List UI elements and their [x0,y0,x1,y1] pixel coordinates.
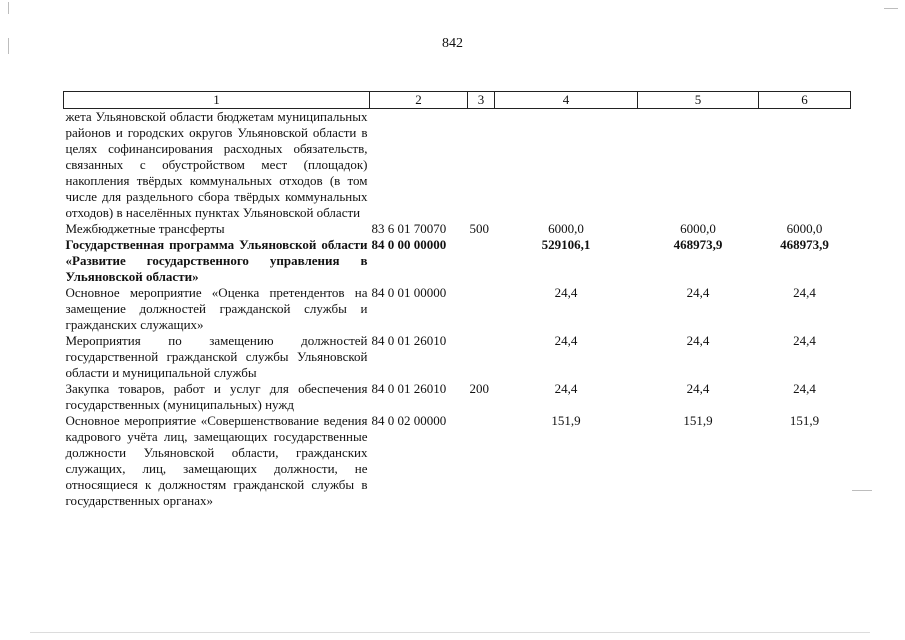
row-value-2: 24,4 [686,333,710,348]
scan-mark-top-right [884,8,898,9]
row-value-3: 151,9 [789,413,820,428]
row-value-2: 24,4 [686,381,710,396]
row-code: 83 6 01 70070 [371,221,447,236]
row-value-3: 24,4 [793,285,816,300]
row-code: 84 0 01 26010 [371,333,447,348]
row-description: Межбюджетные трансферты [65,221,225,236]
header-col-2: 2 [370,92,468,109]
table-row [64,333,851,381]
row-expense-type [468,285,495,333]
scan-mark-bottom [30,632,870,633]
row-description: Основное мероприятие «Оценка претендентов на замещение должностей гражданской службы и гражданских служащих» [65,285,368,332]
header-col-1: 1 [64,92,370,109]
row-value-2: 6000,0 [680,221,716,236]
row-code: 84 0 01 00000 [371,285,447,300]
row-value-1: 6000,0 [548,221,584,236]
table-row [64,381,851,413]
row-value-1: 24,4 [554,381,578,396]
scan-mark-top-left [8,2,9,14]
row-value-3 [759,109,851,222]
row-value-3: 24,4 [793,333,816,348]
row-value-1: 529106,1 [541,237,591,252]
row-code: 84 0 02 00000 [371,413,447,428]
row-value-1: 24,4 [554,333,578,348]
row-value-1 [495,109,638,222]
row-expense-type [468,237,495,285]
row-code: 84 0 00 00000 [371,237,447,252]
row-value-2 [638,109,759,222]
row-value-1: 151,9 [551,413,581,428]
table-row [64,413,851,509]
table-row-program [64,237,851,285]
header-col-4: 4 [495,92,638,109]
row-value-2: 151,9 [683,413,713,428]
row-code [370,109,468,222]
scan-mark-right [852,490,872,491]
row-description: жета Ульяновской области бюджетам муниципальных районов и городских округов Ульяновской области в целях софинансирования расходных обязательств, связанных с обустройством мест (площадок) накопления твёрдых коммунальных отходов (в том числе для раздельного сбора твёрдых коммунальных отходов) в населённых пунктах Ульяновской области [65,109,368,220]
table-row [64,109,851,222]
header-col-3: 3 [468,92,495,109]
row-value-2: 468973,9 [673,237,723,252]
header-col-5: 5 [638,92,759,109]
row-value-2: 24,4 [686,285,710,300]
header-col-6: 6 [759,92,851,109]
table-row [64,285,851,333]
row-value-1: 24,4 [554,285,578,300]
row-expense-type [468,413,495,509]
row-code: 84 0 01 26010 [371,381,447,396]
row-description: Мероприятия по замещению должностей государственной гражданской службы Ульяновской области и муниципальной службы [65,333,368,380]
row-expense-type [468,109,495,222]
table-header-row [64,92,851,109]
page-number: 842 [442,36,463,51]
row-value-3: 6000,0 [786,221,823,236]
row-value-3: 24,4 [793,381,816,396]
table-row [64,221,851,237]
row-description: Закупка товаров, работ и услуг для обеспечения государственных (муниципальных) нужд [65,381,368,412]
row-description: Государственная программа Ульяновской области «Развитие государственного управления в Ульяновской области» [65,237,368,284]
row-description: Основное мероприятие «Совершенствование ведения кадрового учёта лиц, замещающих государственные должности Ульяновской области, гражданских служащих, лиц, замещающих должности, не относящиеся к должностям гражданской службы в государственных органах» [65,413,368,508]
budget-table [63,91,851,509]
row-expense-type: 500 [469,221,489,236]
row-expense-type: 200 [469,381,489,396]
row-value-3: 468973,9 [780,237,829,252]
row-expense-type [468,333,495,381]
